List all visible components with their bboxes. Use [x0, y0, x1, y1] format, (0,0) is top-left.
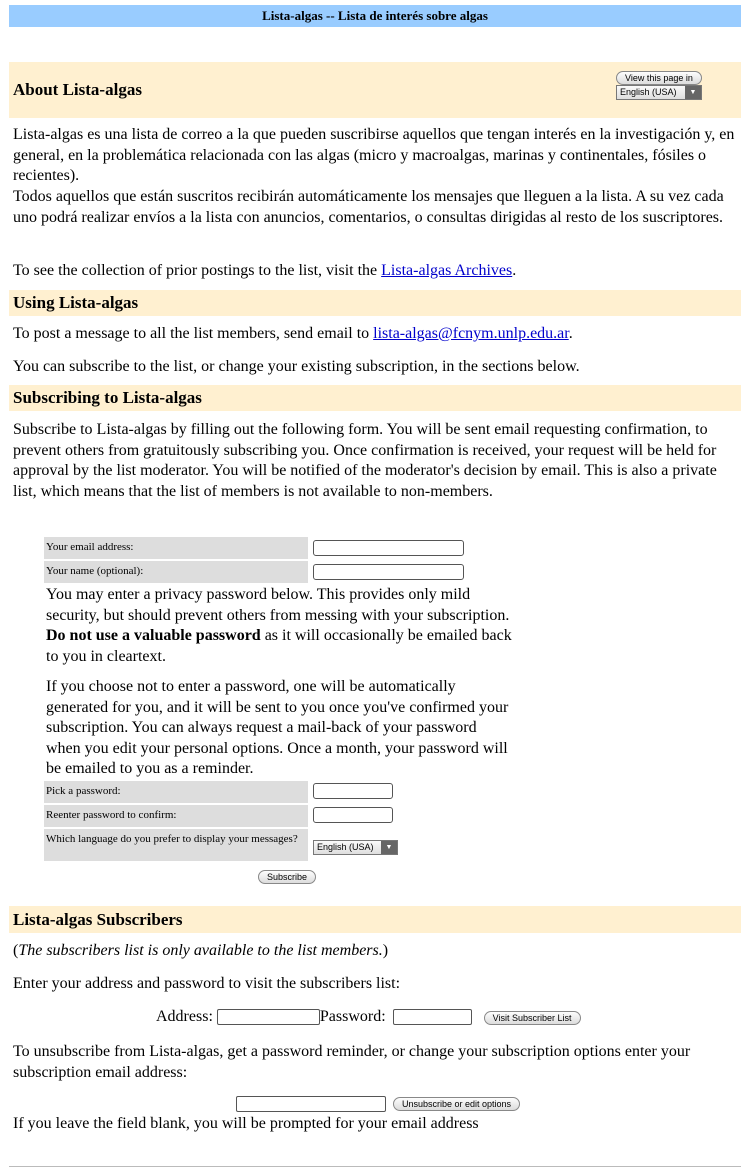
archives-prefix: To see the collection of prior postings to the list, visit the	[13, 262, 382, 279]
private-note-text: The subscribers list is only available to the list members.	[18, 942, 383, 959]
confirm-password-label: Reenter password to confirm:	[44, 805, 308, 827]
password-label: Password:	[319, 1008, 386, 1025]
chevron-down-icon: ▼	[381, 841, 397, 854]
post-suffix: .	[568, 325, 573, 342]
language-pref-label: Which language do you prefer to display your messages?	[44, 829, 308, 861]
chevron-down-icon: ▼	[685, 86, 701, 99]
list-banner: Lista-algas -- Lista de interés sobre algas	[9, 5, 741, 27]
address-field[interactable]	[217, 1009, 320, 1025]
enter-address-text: Enter your address and password to visit the subscribers list:	[13, 975, 401, 992]
subscribers-section-header	[9, 906, 741, 933]
list-email-link[interactable]: lista-algas@fcnym.unlp.edu.ar	[373, 325, 569, 342]
name-label: Your name (optional):	[44, 561, 308, 583]
using-section-header	[9, 290, 741, 316]
subscribers-heading: Lista-algas Subscribers	[13, 910, 183, 929]
blank-field-note: If you leave the field blank, you will be prompted for your email address	[13, 1115, 479, 1132]
email-label: Your email address:	[44, 537, 308, 559]
private-note	[13, 941, 739, 962]
subscriber-list-form	[156, 1007, 616, 1028]
view-page-in-button[interactable]: View this page in	[616, 71, 702, 85]
password-field[interactable]	[313, 783, 393, 799]
archives-suffix: .	[512, 262, 517, 279]
message-language-value: English (USA)	[317, 842, 374, 852]
visit-subscriber-list-button[interactable]: Visit Subscriber List	[484, 1011, 581, 1025]
email-field[interactable]	[313, 540, 464, 556]
about-paragraph-2: Todos aquellos que están suscritos recibirán automáticamente los mensajes que lleguen a la lista. A su vez cada uno podrá realizar envíos a la lista con anuncios, comentarios, o consultas dirigidas al resto de los suscriptores.	[13, 188, 724, 226]
name-field[interactable]	[313, 564, 464, 580]
about-heading: About Lista-algas	[13, 80, 142, 99]
paren-open: (	[13, 942, 19, 959]
archives-link[interactable]: Lista-algas Archives	[381, 262, 513, 279]
privacy-paragraph	[46, 585, 516, 667]
using-heading: Using Lista-algas	[13, 293, 139, 312]
privacy-text-b: as it will occasionally be emailed back to you in cleartext.	[46, 627, 512, 665]
archives-paragraph	[13, 261, 739, 282]
subscribing-intro: Subscribe to Lista-algas by filling out the following form. You will be sent email requesting confirmation, to prevent others from gratuitously subscribing you. Once confirmation is received, your request will be held for approval by the list moderator. You will be notified of the moderator's decision by email. This is also a private list, which means that the list of members is not available to non-members.	[13, 421, 717, 500]
post-paragraph	[13, 324, 739, 345]
unsubscribe-email-field[interactable]	[236, 1096, 386, 1112]
post-prefix: To post a message to all the list members, send email to	[13, 325, 374, 342]
confirm-password-field[interactable]	[313, 807, 393, 823]
auto-password-paragraph: If you choose not to enter a password, one will be automatically generated for you, and it will be sent to you once you've confirmed your subscription. You can always request a mail-back of your password when you edit your personal options. Once a month, your password will be emailed to you as a reminder.	[46, 678, 509, 777]
subscribe-button-wrap	[258, 866, 316, 887]
subscriber-password-field[interactable]	[393, 1009, 472, 1025]
subscribing-section-header	[9, 385, 741, 411]
page-language-value: English (USA)	[620, 87, 677, 97]
subscribe-note: You can subscribe to the list, or change your existing subscription, in the sections below.	[13, 358, 580, 375]
subscribing-heading: Subscribing to Lista-algas	[13, 388, 202, 407]
subscribe-button[interactable]: Subscribe	[258, 870, 316, 884]
privacy-text-a: You may enter a privacy password below. This provides only mild security, but should prevent others from messing with your subscription.	[46, 586, 510, 624]
message-language-select[interactable]	[313, 840, 398, 855]
paren-close: )	[382, 942, 389, 959]
footer-divider	[9, 1166, 741, 1167]
unsubscribe-text: To unsubscribe from Lista-algas, get a password reminder, or change your subscription options enter your subscription email address:	[13, 1043, 691, 1081]
page-language-select[interactable]	[616, 85, 702, 100]
pick-password-label: Pick a password:	[44, 781, 308, 803]
unsubscribe-button[interactable]: Unsubscribe or edit options	[393, 1097, 520, 1111]
about-paragraph-1: Lista-algas es una lista de correo a la que pueden suscribirse aquellos que tengan interés en la investigación y, en general, en la problemática relacionada con las algas (micro y macroalgas, marinas y continentales, fósiles o recientes).	[13, 126, 735, 184]
privacy-warning: Do not use a valuable password	[46, 627, 261, 644]
address-label: Address:	[156, 1008, 213, 1025]
